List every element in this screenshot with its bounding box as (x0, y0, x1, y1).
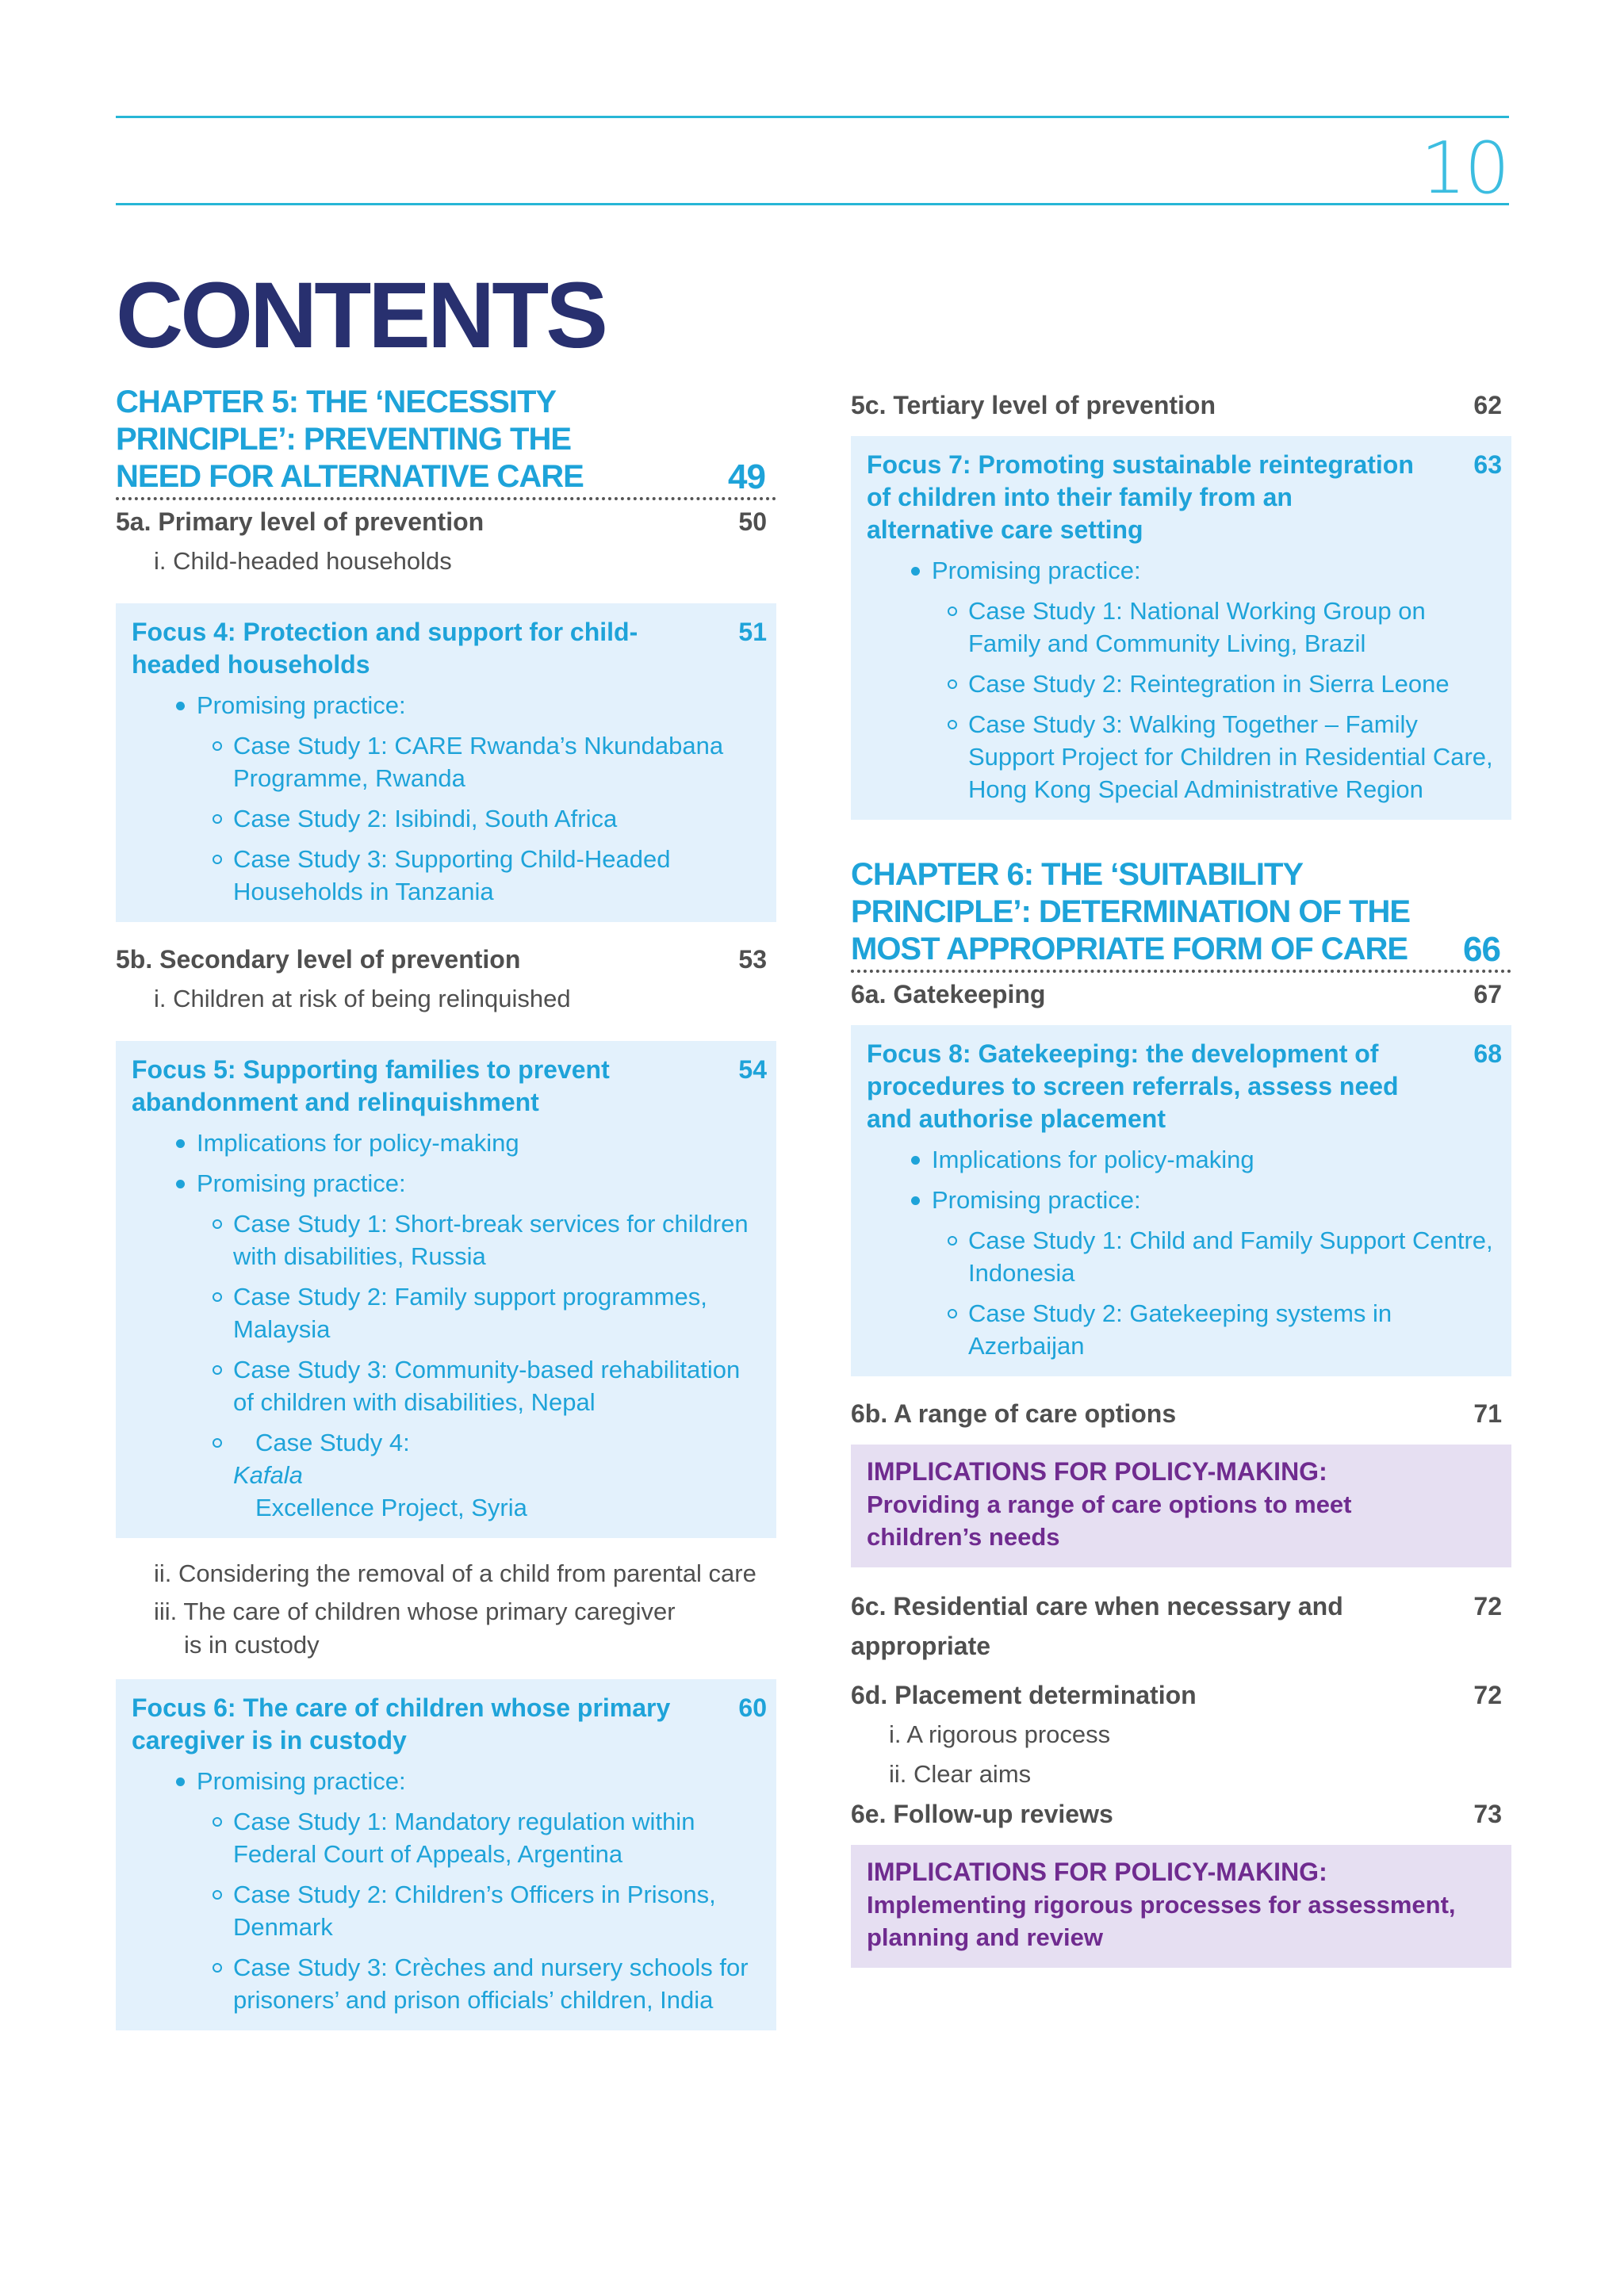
focus-title: Focus 8: Gatekeeping: the development of procedures to screen referrals, assess need and authorise placement (867, 1039, 1399, 1133)
focus-title: Focus 4: Protection and support for child-headed households (132, 618, 638, 679)
chapter-5-heading[interactable] (116, 384, 776, 500)
focus-page: 68 (1473, 1039, 1502, 1068)
section-page: 53 (738, 945, 767, 974)
section-label: 5c. Tertiary level of prevention (851, 391, 1216, 419)
subsection-6d-ii[interactable]: ii. Clear aims (889, 1760, 1032, 1788)
focus-7-box[interactable] (851, 436, 1511, 820)
case-study-item[interactable]: Case Study 3: Community-based rehabilitation of children with disabilities, Nepal (132, 1353, 767, 1418)
case-study-item[interactable]: Case Study 2: Isibindi, South Africa (132, 802, 767, 835)
page-number: 10 (1420, 127, 1508, 210)
focus-title: Focus 5: Supporting families to prevent abandonment and relinquishment (132, 1055, 610, 1116)
focus-5-box[interactable] (116, 1041, 776, 1538)
bullet-item: Promising practice: (867, 554, 1502, 587)
bullet-item: Promising practice: (132, 1765, 767, 1797)
subsection-6d-i[interactable]: i. A rigorous process (889, 1720, 1111, 1748)
focus-heading (867, 449, 1502, 546)
section-page: 67 (1473, 980, 1502, 1008)
case-study-item[interactable]: Case Study 1: Short-break services for children with disabilities, Russia (132, 1207, 767, 1272)
implications-box-1[interactable] (851, 1445, 1511, 1567)
subsection-5b-ii[interactable]: ii. Considering the removal of a child from parental care (154, 1559, 756, 1587)
left-column (116, 384, 776, 2030)
section-6c[interactable] (851, 1586, 1511, 1666)
bullet-item: Implications for policy-making (132, 1127, 767, 1159)
bullet-item: Promising practice: (132, 689, 767, 721)
case-study-item[interactable]: Case Study 2: Children’s Officers in Prisons, Denmark (132, 1878, 767, 1943)
chapter-page: 66 (1463, 930, 1500, 969)
section-6a[interactable] (851, 974, 1511, 1014)
focus-page: 63 (1473, 450, 1502, 479)
section-page: 50 (738, 507, 767, 536)
focus-8-box[interactable] (851, 1025, 1511, 1376)
case-study-item[interactable]: Case Study 2: Reintegration in Sierra Leone (867, 668, 1502, 700)
focus-title: Focus 7: Promoting sustainable reintegration of children into their family from an alternative care setting (867, 450, 1414, 544)
section-6b[interactable] (851, 1394, 1511, 1433)
focus-heading (867, 1038, 1502, 1135)
chapter-title: CHAPTER 5: THE ‘NECESSITY PRINCIPLE’: PREVENTING THE NEED FOR ALTERNATIVE CARE (116, 385, 584, 494)
case-study-item[interactable]: Case Study 1: CARE Rwanda’s Nkundabana Programme, Rwanda (132, 729, 767, 794)
case-study-item[interactable]: Case Study 3: Walking Together – Family Support Project for Children in Residential Care, Hong Kong Special Administrative Region (867, 708, 1502, 806)
page-title: CONTENTS (116, 263, 605, 368)
section-5a[interactable] (116, 502, 776, 541)
section-label: 5a. Primary level of prevention (116, 507, 485, 536)
section-6d[interactable] (851, 1675, 1511, 1715)
section-label: 5b. Secondary level of prevention (116, 945, 521, 974)
implications-text: Providing a range of care options to meet children’s needs (867, 1490, 1352, 1551)
case-study-item[interactable]: Case Study 3: Crèches and nursery schools for prisoners’ and prison officials’ children, India (132, 1951, 767, 2016)
section-page: 62 (1473, 391, 1502, 419)
chapter-6-heading[interactable] (851, 856, 1511, 973)
header-rule (116, 203, 1509, 205)
section-label: 6a. Gatekeeping (851, 980, 1046, 1008)
section-label: 6d. Placement determination (851, 1681, 1197, 1709)
implications-box-2[interactable] (851, 1845, 1511, 1968)
section-page: 71 (1473, 1399, 1502, 1428)
section-5b[interactable] (116, 939, 776, 979)
focus-page: 54 (738, 1055, 767, 1084)
section-label: 6e. Follow-up reviews (851, 1800, 1113, 1828)
implications-heading: IMPLICATIONS FOR POLICY-MAKING: (867, 1858, 1327, 1886)
implications-text: Implementing rigorous processes for assessment, planning and review (867, 1891, 1456, 1951)
subsection-5b-i[interactable]: i. Children at risk of being relinquished (154, 985, 571, 1012)
focus-6-box[interactable] (116, 1679, 776, 2030)
section-label: 6b. A range of care options (851, 1399, 1177, 1428)
section-6e[interactable] (851, 1794, 1511, 1834)
section-5c[interactable] (851, 385, 1511, 425)
case-study-item[interactable]: Case Study 2: Family support programmes, Malaysia (132, 1280, 767, 1345)
section-label: 6c. Residential care when necessary and appropriate (851, 1592, 1343, 1660)
focus-heading (132, 616, 767, 681)
subsection-5b-iii[interactable]: iii. The care of children whose primary caregiver is in custody (154, 1598, 676, 1659)
case-study-item[interactable]: Case Study 1: Child and Family Support Centre, Indonesia (867, 1224, 1502, 1289)
focus-page: 60 (738, 1693, 767, 1722)
case-study-item[interactable]: Case Study 4: Kafala Excellence Project, Syria (132, 1426, 767, 1524)
focus-heading (132, 1692, 767, 1757)
focus-heading (132, 1054, 767, 1119)
chapter-title: CHAPTER 6: THE ‘SUITABILITY PRINCIPLE’: DETERMINATION OF THE MOST APPROPRIATE FORM OF CARE (851, 857, 1411, 966)
bullet-item: Promising practice: (132, 1167, 767, 1200)
implications-heading: IMPLICATIONS FOR POLICY-MAKING: (867, 1457, 1327, 1486)
bullet-item: Promising practice: (867, 1184, 1502, 1216)
bullet-item: Implications for policy-making (867, 1143, 1502, 1176)
chapter-page: 49 (728, 457, 765, 496)
focus-4-box[interactable] (116, 603, 776, 922)
subsection-5a-i[interactable]: i. Child-headed households (154, 547, 452, 575)
section-page: 72 (1473, 1681, 1502, 1709)
top-rule (116, 116, 1509, 118)
section-page: 72 (1473, 1592, 1502, 1621)
case-study-item[interactable]: Case Study 2: Gatekeeping systems in Azerbaijan (867, 1297, 1502, 1362)
section-page: 73 (1473, 1800, 1502, 1828)
focus-page: 51 (738, 618, 767, 646)
right-column (851, 384, 1511, 1968)
case-study-item[interactable]: Case Study 1: National Working Group on Family and Community Living, Brazil (867, 595, 1502, 660)
case-study-item[interactable]: Case Study 1: Mandatory regulation within Federal Court of Appeals, Argentina (132, 1805, 767, 1870)
case-study-item[interactable]: Case Study 3: Supporting Child-Headed Households in Tanzania (132, 843, 767, 908)
focus-title: Focus 6: The care of children whose primary caregiver is in custody (132, 1693, 671, 1755)
